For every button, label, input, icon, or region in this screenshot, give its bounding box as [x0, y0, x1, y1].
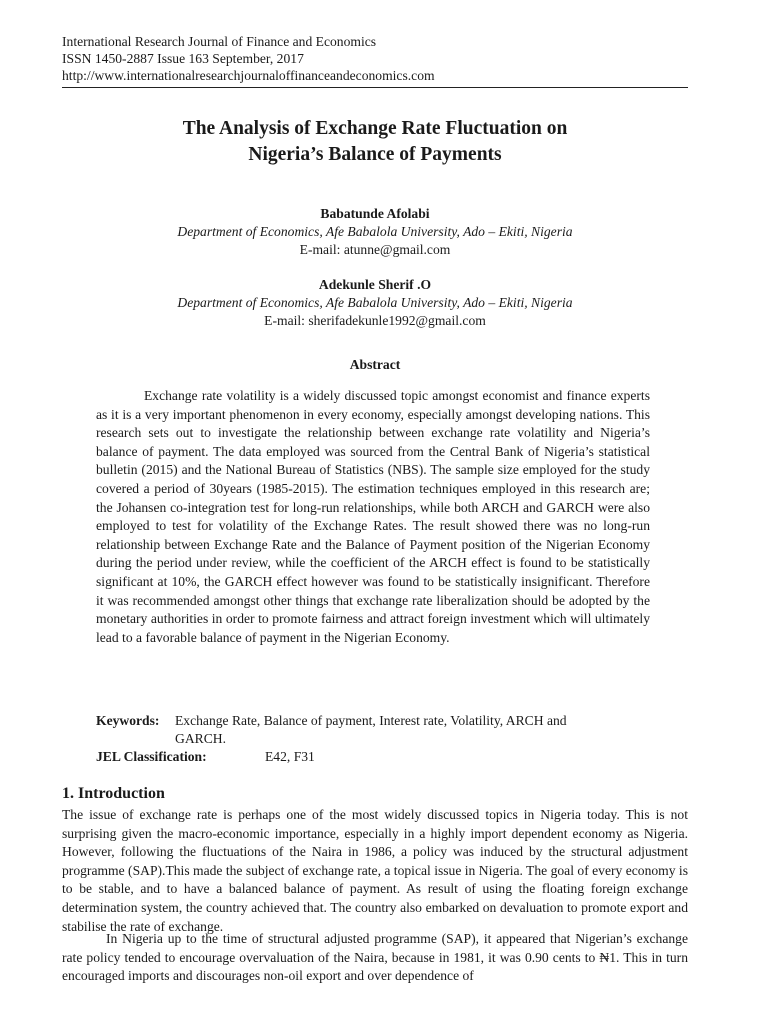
title-line-2: Nigeria’s Balance of Payments: [248, 144, 502, 165]
author-affiliation: Department of Economics, Afe Babalola University, Ado – Ekiti, Nigeria: [177, 224, 573, 239]
keywords-line-1: Exchange Rate, Balance of payment, Interest rate, Volatility, ARCH and: [175, 713, 567, 728]
keywords-value: [175, 712, 567, 748]
keywords-label: Keywords:: [96, 713, 160, 728]
author-block-2: [62, 276, 688, 330]
section-heading-introduction: 1. Introduction: [62, 785, 165, 802]
header-rule: [62, 87, 688, 88]
journal-name: International Research Journal of Finance and Economics: [62, 34, 377, 49]
paper-title: [62, 116, 688, 168]
author-affiliation: Department of Economics, Afe Babalola University, Ado – Ekiti, Nigeria: [177, 295, 573, 310]
author-block-1: [62, 205, 688, 259]
journal-issn: ISSN 1450-2887 Issue 163 September, 2017: [62, 51, 304, 66]
author-name: Adekunle Sherif .O: [318, 277, 432, 292]
jel-label: JEL Classification:: [96, 749, 207, 764]
keywords-line-2: GARCH.: [175, 731, 226, 746]
author-email: E-mail: atunne@gmail.com: [299, 242, 451, 257]
journal-header: [62, 33, 435, 84]
abstract-heading: Abstract: [349, 357, 401, 372]
intro-paragraph-2: In Nigeria up to the time of structural adjusted programme (SAP), it appeared that Nigerian’s exchange rate policy tended to encourage overvaluation of the Naira, because in 1981, it was 0.90 cents to ₦1. This in turn encouraged imports and discourages non-oil export and over dependence of: [62, 931, 688, 984]
journal-url: http://www.internationalresearchjournaloffinanceandeconomics.com: [62, 68, 435, 83]
abstract-text: Exchange rate volatility is a widely discussed topic amongst economist and finance experts as it is a very important phenomenon in every economy, especially amongst developing nations. This research sets out to investigate the relationship between exchange rate volatility and Nigeria’s balance of payment. The data employed was sourced from the Central Bank of Nigeria’s statistical bulletin (2015) and the National Bureau of Statistics (NBS). The sample size employed for the study covered a period of 30years (1985-2015). The estimation techniques employed in this research are; the Johansen co-integration test for long-run relationships, while both ARCH and GARCH were also employed to test for volatility of the Exchange Rates. The result showed there was no long-run relationship between Exchange Rate and the Balance of Payment position of the Nigerian Economy during the period under review, while the coefficient of the ARCH effect is found to be statistically significant at 10%, the GARCH effect however was found to be statistically insignificant. Therefore it was recommended amongst other things that exchange rate liberalization should be adopted by the monetary authorities in order to promote fairness and attract foreign investment which will ultimately lead to a favorable balance of payment in the Nigerian Economy.: [96, 388, 650, 645]
author-email: E-mail: sherifadekunle1992@gmail.com: [264, 313, 486, 328]
title-line-1: The Analysis of Exchange Rate Fluctuation on: [182, 118, 568, 139]
author-name: Babatunde Afolabi: [320, 206, 430, 221]
jel-value: E42, F31: [265, 749, 315, 764]
intro-paragraph-1: The issue of exchange rate is perhaps one of the most widely discussed topics in Nigeria today. This is not surprising given the macro-economic importance, especially in a highly import dependent economy as Nigeria. However, following the fluctuations of the Naira in 1986, a policy was induced by the structural adjustment programme (SAP).This made the subject of exchange rate, a topical issue in Nigeria. The goal of every economy is to be stable, and to have a balanced balance of payment. As result of using the floating foreign exchange determination system, the country achieved that. The country also embarked on devaluation to promote export and stabilise the rate of exchange.: [62, 807, 688, 934]
